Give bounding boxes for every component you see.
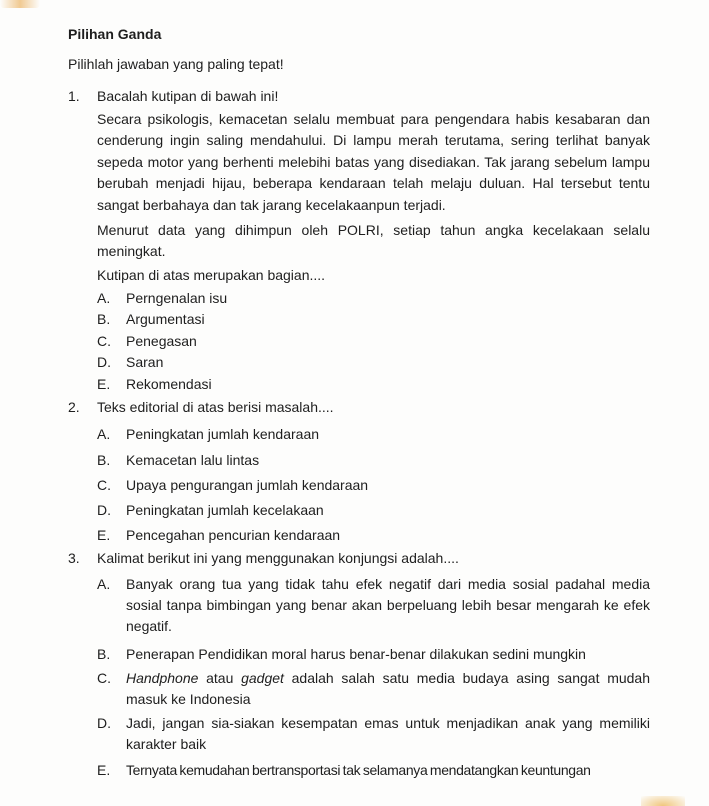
option-letter: B.	[97, 311, 111, 327]
option-letter: C.	[97, 333, 111, 349]
option-letter: E.	[97, 762, 111, 778]
option-letter: A.	[97, 426, 111, 442]
option-letter: E.	[97, 527, 111, 543]
option-text: Penerapan Pendidikan moral harus benar-benar dilakukan sedini mungkin	[126, 646, 586, 662]
option-letter: E.	[97, 376, 111, 392]
italic-term: gadget	[241, 670, 284, 686]
option-text: Peningkatan jumlah kendaraan	[126, 426, 320, 442]
option-text: Argumentasi	[126, 311, 205, 327]
section-title: Pilihan Ganda	[68, 26, 162, 42]
option-text-part: atau	[198, 670, 242, 686]
option-text: Pencegahan pencurian kendaraan	[126, 527, 341, 543]
question-number: 3.	[68, 550, 80, 566]
option-letter: C.	[97, 477, 111, 493]
option-letter: B.	[97, 646, 111, 662]
italic-term: Handphone	[126, 670, 199, 686]
question-text: Kalimat berikut ini yang menggunakan konjungsi adalah....	[97, 550, 459, 566]
option-text: Peningkatan jumlah kecelakaan	[126, 502, 324, 518]
option-text: Ternyata kemudahan bertransportasi tak selamanya mendatangkan keuntungan	[126, 762, 591, 778]
option-letter: C.	[97, 670, 111, 686]
question-prompt: Kutipan di atas merupakan bagian....	[97, 267, 326, 283]
option-text: Banyak orang tua yang tidak tahu efek negatif dari media sosial padahal media sosial tanpa bimbingan yang benar akan berpeluang lebih besar mengarah ke efek negatif.	[126, 576, 650, 634]
instruction: Pilihlah jawaban yang paling tepat!	[68, 56, 284, 72]
option-text: Rekomendasi	[126, 376, 212, 392]
option-text: Penegasan	[126, 333, 197, 349]
option-letter: D.	[97, 715, 111, 731]
question-text: Bacalah kutipan di bawah ini!	[97, 88, 279, 104]
question-text: Teks editorial di atas berisi masalah....	[97, 399, 334, 415]
passage-paragraph: Secara psikologis, kemacetan selalu membuat para pengendara habis kesabaran dan cenderung ingin saling mendahului. Di lampu merah terutama, sering terlihat banyak sepeda motor yang berhenti melebihi batas yang disediakan. Tak jarang sebelum lampu berubah menjadi hijau, beberapa kendaraan telah melaju duluan. Hal tersebut tentu sangat berbahaya dan tak jarang kecelakaanpun terjadi.	[97, 111, 650, 213]
passage-paragraph: Menurut data yang dihimpun oleh POLRI, setiap tahun angka kecelakaan selalu meningkat.	[97, 222, 650, 260]
option-text: Kemacetan lalu lintas	[126, 452, 260, 468]
question-number: 1.	[68, 88, 80, 104]
option-letter: D.	[97, 354, 111, 370]
option-text: Saran	[126, 354, 164, 370]
option-text: Perngenalan isu	[126, 290, 228, 306]
option-text: Jadi, jangan sia-siakan kesempatan emas untuk menjadikan anak yang memiliki karakter baik	[126, 715, 650, 752]
option-letter: A.	[97, 290, 111, 306]
option-text-part: adalah salah satu media budaya asing sangat mudah masuk ke Indonesia	[126, 670, 650, 707]
option-text	[126, 668, 650, 710]
option-letter: A.	[97, 576, 111, 592]
option-text: Upaya pengurangan jumlah kendaraan	[126, 477, 369, 493]
option-letter: B.	[97, 452, 111, 468]
option-letter: D.	[97, 502, 111, 518]
question-number: 2.	[68, 399, 80, 415]
